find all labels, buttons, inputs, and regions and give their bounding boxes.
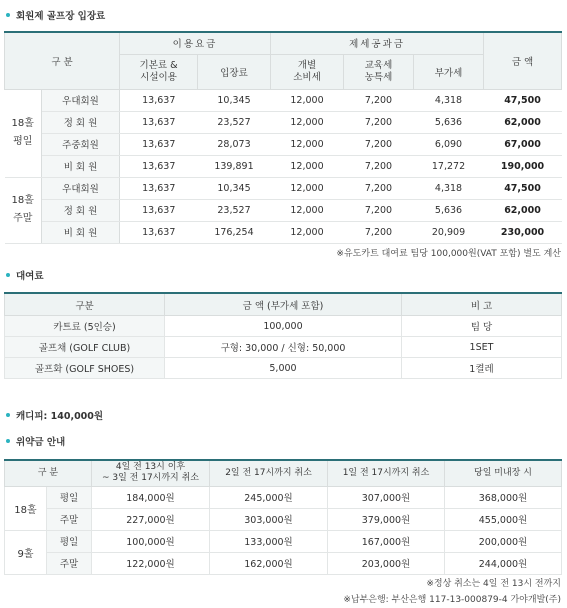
cell-c1: 227,000원: [92, 508, 210, 530]
cell-entry: 23,527: [198, 199, 271, 221]
section-title-caddie-fee: [6, 408, 103, 422]
cell-entry: 10,345: [198, 177, 271, 199]
section-title-text: 위약금 안내: [16, 437, 66, 448]
table-row: [5, 358, 562, 379]
row-category: 평일: [47, 530, 92, 552]
header-category: 구분: [5, 293, 165, 316]
cell-c1: 184,000원: [92, 486, 210, 508]
cell-ind: 12,000: [271, 89, 344, 111]
cell-total: 230,000: [484, 221, 562, 243]
cell-c3: 167,000원: [328, 530, 445, 552]
cart-fee-note: ※유도카트 대여료 팀당 100,000원(VAT 포함) 별도 계산: [336, 249, 561, 259]
cell-c2: 162,000원: [210, 552, 328, 574]
row-category: 평일: [47, 486, 92, 508]
header-col1: 4일 전 13시 이후 ~ 3일 전 17시까지 취소: [92, 460, 210, 486]
table-row: [5, 530, 562, 552]
cell-amount: 구형: 30,000 / 신형: 50,000: [165, 337, 402, 358]
table-row: [5, 155, 562, 177]
cell-total: 47,500: [484, 177, 562, 199]
cell-c1: 100,000원: [92, 530, 210, 552]
table-row: [5, 316, 562, 337]
section-title-rental: [6, 268, 44, 282]
group-label-weekday: 18홀 평일: [5, 89, 42, 177]
cell-vat: 5,636: [414, 199, 484, 221]
cell-edu: 7,200: [344, 177, 414, 199]
cell-c4: 200,000원: [445, 530, 562, 552]
row-category: 카트료 (5인승): [5, 316, 165, 337]
header-col2: 2일 전 17시까지 취소: [210, 460, 328, 486]
table-row: [5, 177, 562, 199]
header-usage-fee: 이용요금: [120, 32, 271, 54]
cell-c2: 133,000원: [210, 530, 328, 552]
cancellation-note: ※정상 취소는 4일 전 13시 전까지: [426, 579, 561, 589]
cell-base: 13,637: [120, 111, 198, 133]
cell-c3: 307,000원: [328, 486, 445, 508]
bullet-icon: [6, 273, 10, 277]
header-base-fee: 기본료 & 시설이용: [120, 54, 198, 89]
cell-ind: 12,000: [271, 177, 344, 199]
row-category: 주말: [47, 552, 92, 574]
cell-total: 190,000: [484, 155, 562, 177]
row-category: 정 회 원: [42, 111, 120, 133]
section-title-text: 캐디피: 140,000원: [16, 411, 104, 422]
cell-base: 13,637: [120, 89, 198, 111]
cell-c2: 245,000원: [210, 486, 328, 508]
cell-amount: 5,000: [165, 358, 402, 379]
table-row: [5, 221, 562, 243]
cell-c4: 244,000원: [445, 552, 562, 574]
cell-base: 13,637: [120, 155, 198, 177]
cell-c4: 455,000원: [445, 508, 562, 530]
table-row: [5, 508, 562, 530]
cell-ind: 12,000: [271, 133, 344, 155]
group-label-9-holes: 9홀: [5, 530, 47, 574]
row-category: 우대회원: [42, 177, 120, 199]
cell-remark: 1SET: [402, 337, 562, 358]
table-row: [5, 486, 562, 508]
cell-vat: 4,318: [414, 177, 484, 199]
cell-total: 62,000: [484, 111, 562, 133]
table-row: [5, 133, 562, 155]
cell-total: 47,500: [484, 89, 562, 111]
row-category: 골프화 (GOLF SHOES): [5, 358, 165, 379]
rental-fee-table: [4, 292, 562, 379]
cell-vat: 17,272: [414, 155, 484, 177]
cell-edu: 7,200: [344, 89, 414, 111]
cell-entry: 139,891: [198, 155, 271, 177]
row-category: 정 회 원: [42, 199, 120, 221]
cell-vat: 4,318: [414, 89, 484, 111]
header-col3: 1일 전 17시까지 취소: [328, 460, 445, 486]
section-title-membership-fees: [6, 8, 105, 22]
cell-c2: 303,000원: [210, 508, 328, 530]
penalty-table: [4, 459, 562, 575]
cell-amount: 100,000: [165, 316, 402, 337]
bullet-icon: [6, 439, 10, 443]
table-row: [5, 199, 562, 221]
cell-base: 13,637: [120, 177, 198, 199]
cell-edu: 7,200: [344, 199, 414, 221]
cell-edu: 7,200: [344, 111, 414, 133]
cell-vat: 5,636: [414, 111, 484, 133]
cell-entry: 23,527: [198, 111, 271, 133]
header-vat: 부가세: [414, 54, 484, 89]
cell-base: 13,637: [120, 221, 198, 243]
table-row: [5, 89, 562, 111]
group-label-18-holes: 18홀: [5, 486, 47, 530]
cell-ind: 12,000: [271, 111, 344, 133]
cell-entry: 28,073: [198, 133, 271, 155]
cell-ind: 12,000: [271, 199, 344, 221]
cell-edu: 7,200: [344, 221, 414, 243]
header-category: 구 분: [5, 460, 92, 486]
header-category: 구 분: [5, 32, 120, 89]
row-category: 주중회원: [42, 133, 120, 155]
bullet-icon: [6, 413, 10, 417]
table-row: [5, 552, 562, 574]
cell-c4: 368,000원: [445, 486, 562, 508]
cell-edu: 7,200: [344, 133, 414, 155]
section-title-text: 회원제 골프장 입장료: [16, 11, 106, 22]
header-amount: 금 액 (부가세 포함): [165, 293, 402, 316]
cell-remark: 1켤레: [402, 358, 562, 379]
cell-ind: 12,000: [271, 221, 344, 243]
header-tax: 제세공과금: [271, 32, 484, 54]
row-category: 우대회원: [42, 89, 120, 111]
cell-remark: 팀 당: [402, 316, 562, 337]
cell-entry: 10,345: [198, 89, 271, 111]
row-category: 비 회 원: [42, 155, 120, 177]
cell-total: 67,000: [484, 133, 562, 155]
cell-c3: 379,000원: [328, 508, 445, 530]
section-title-text: 대여료: [16, 271, 44, 282]
table-row: [5, 337, 562, 358]
header-col4: 당일 미내장 시: [445, 460, 562, 486]
row-category: 골프채 (GOLF CLUB): [5, 337, 165, 358]
cell-base: 13,637: [120, 133, 198, 155]
group-label-weekend: 18홀 주말: [5, 177, 42, 243]
bank-note: ※납부은행: 부산은행 117-13-000879-4 가야개발(주): [343, 595, 561, 605]
header-education-tax: 교육세 농특세: [344, 54, 414, 89]
cell-total: 62,000: [484, 199, 562, 221]
section-title-penalty: [6, 434, 65, 448]
table-row: [5, 111, 562, 133]
row-category: 비 회 원: [42, 221, 120, 243]
cell-ind: 12,000: [271, 155, 344, 177]
header-individual-tax: 개별 소비세: [271, 54, 344, 89]
cell-edu: 7,200: [344, 155, 414, 177]
header-entry-fee: 입장료: [198, 54, 271, 89]
cell-c1: 122,000원: [92, 552, 210, 574]
cell-vat: 6,090: [414, 133, 484, 155]
header-remark: 비 고: [402, 293, 562, 316]
cell-base: 13,637: [120, 199, 198, 221]
cell-entry: 176,254: [198, 221, 271, 243]
bullet-icon: [6, 13, 10, 17]
membership-fee-table: [4, 31, 562, 244]
cell-vat: 20,909: [414, 221, 484, 243]
cell-c3: 203,000원: [328, 552, 445, 574]
header-amount: 금 액: [484, 32, 562, 89]
row-category: 주말: [47, 508, 92, 530]
